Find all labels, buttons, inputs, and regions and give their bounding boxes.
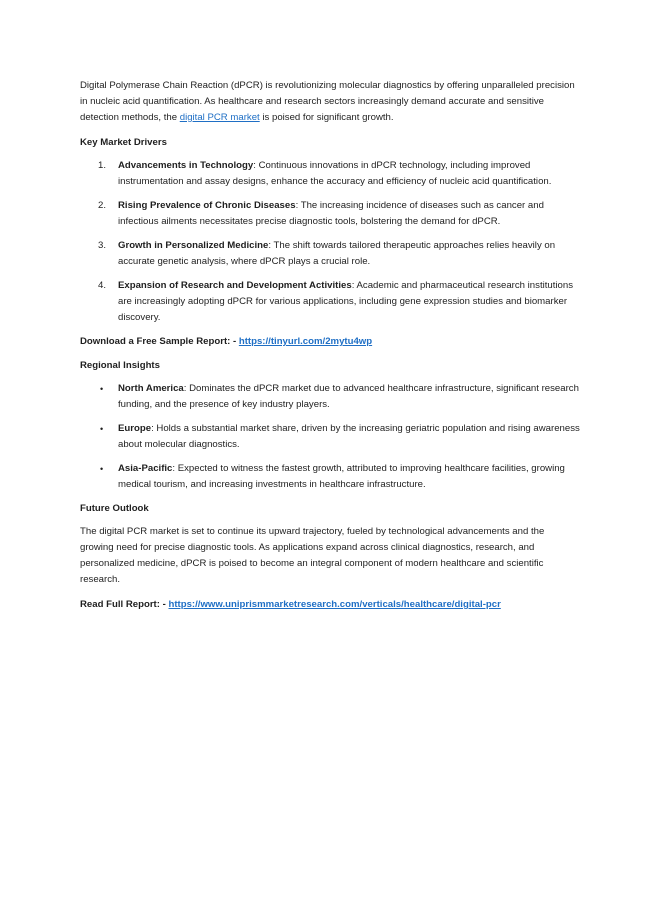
bullet-icon: •	[100, 424, 104, 434]
full-report-line: Read Full Report: - https://www.uniprismmarketresearch.com/verticals/healthcare/digital-pcr	[80, 599, 501, 610]
sample-report-link[interactable]: https://tinyurl.com/2mytu4wp	[238, 336, 373, 347]
document-body	[80, 78, 580, 621]
list-item: 1. Advancements in Technology: Continuous innovations in dPCR technology, including improved instrumentation and assay designs, enhance the accuracy and efficiency of nucleic acid quantification.	[98, 160, 552, 187]
future-outlook-heading: Future Outlook	[80, 503, 149, 514]
bullet-icon: •	[100, 464, 104, 474]
list-item: 3. Growth in Personalized Medicine: The shift towards tailored therapeutic approaches relies heavily on accurate genetic analysis, where dPCR plays a crucial role.	[98, 240, 556, 267]
outlook-paragraph: The digital PCR market is set to continue its upward trajectory, fueled by technological advancements and the growing need for precise diagnostic tools. As applications expand across clinical diagnostics, research, and personalized medicine, dPCR is poised to become an integral component of modern healthcare and scientific research.	[80, 526, 545, 585]
bullet-icon: •	[100, 384, 104, 394]
intro-paragraph: Digital Polymerase Chain Reaction (dPCR) is revolutionizing molecular diagnostics by offering unparalleled precision in nucleic acid quantification. As healthcare and research sectors increasingly demand accurate and sensitive detection methods, the digital PCR market is poised for significant growth.	[80, 80, 575, 123]
list-item: • Europe: Holds a substantial market share, driven by the increasing geriatric population and rising awareness about molecular diagnostics.	[100, 423, 580, 450]
regional-list	[80, 381, 580, 493]
list-item: 2. Rising Prevalence of Chronic Diseases: The increasing incidence of diseases such as cancer and infectious ailments necessitates precise diagnostic tools, bolstering the demand for dPCR.	[98, 200, 544, 227]
list-item: • Asia-Pacific: Expected to witness the fastest growth, attributed to improving healthcare facilities, growing medical tourism, and increasing investments in healthcare infrastructure.	[100, 463, 565, 490]
drivers-list	[80, 158, 580, 326]
list-item: • North America: Dominates the dPCR market due to advanced healthcare infrastructure, significant research funding, and the presence of key industry players.	[100, 383, 579, 410]
sample-report-line: Download a Free Sample Report: - https://tinyurl.com/2mytu4wp	[80, 336, 373, 347]
regional-insights-heading: Regional Insights	[80, 360, 160, 371]
list-item: 4. Expansion of Research and Development Activities: Academic and pharmaceutical research institutions are increasingly adopting dPCR for various applications, including gene expression studies and biomarker discovery.	[98, 280, 574, 323]
digital-pcr-market-link[interactable]: digital PCR market	[179, 112, 260, 123]
full-report-link[interactable]: https://www.uniprismmarketresearch.com/verticals/healthcare/digital-pcr	[168, 599, 501, 610]
key-market-drivers-heading: Key Market Drivers	[80, 137, 167, 148]
